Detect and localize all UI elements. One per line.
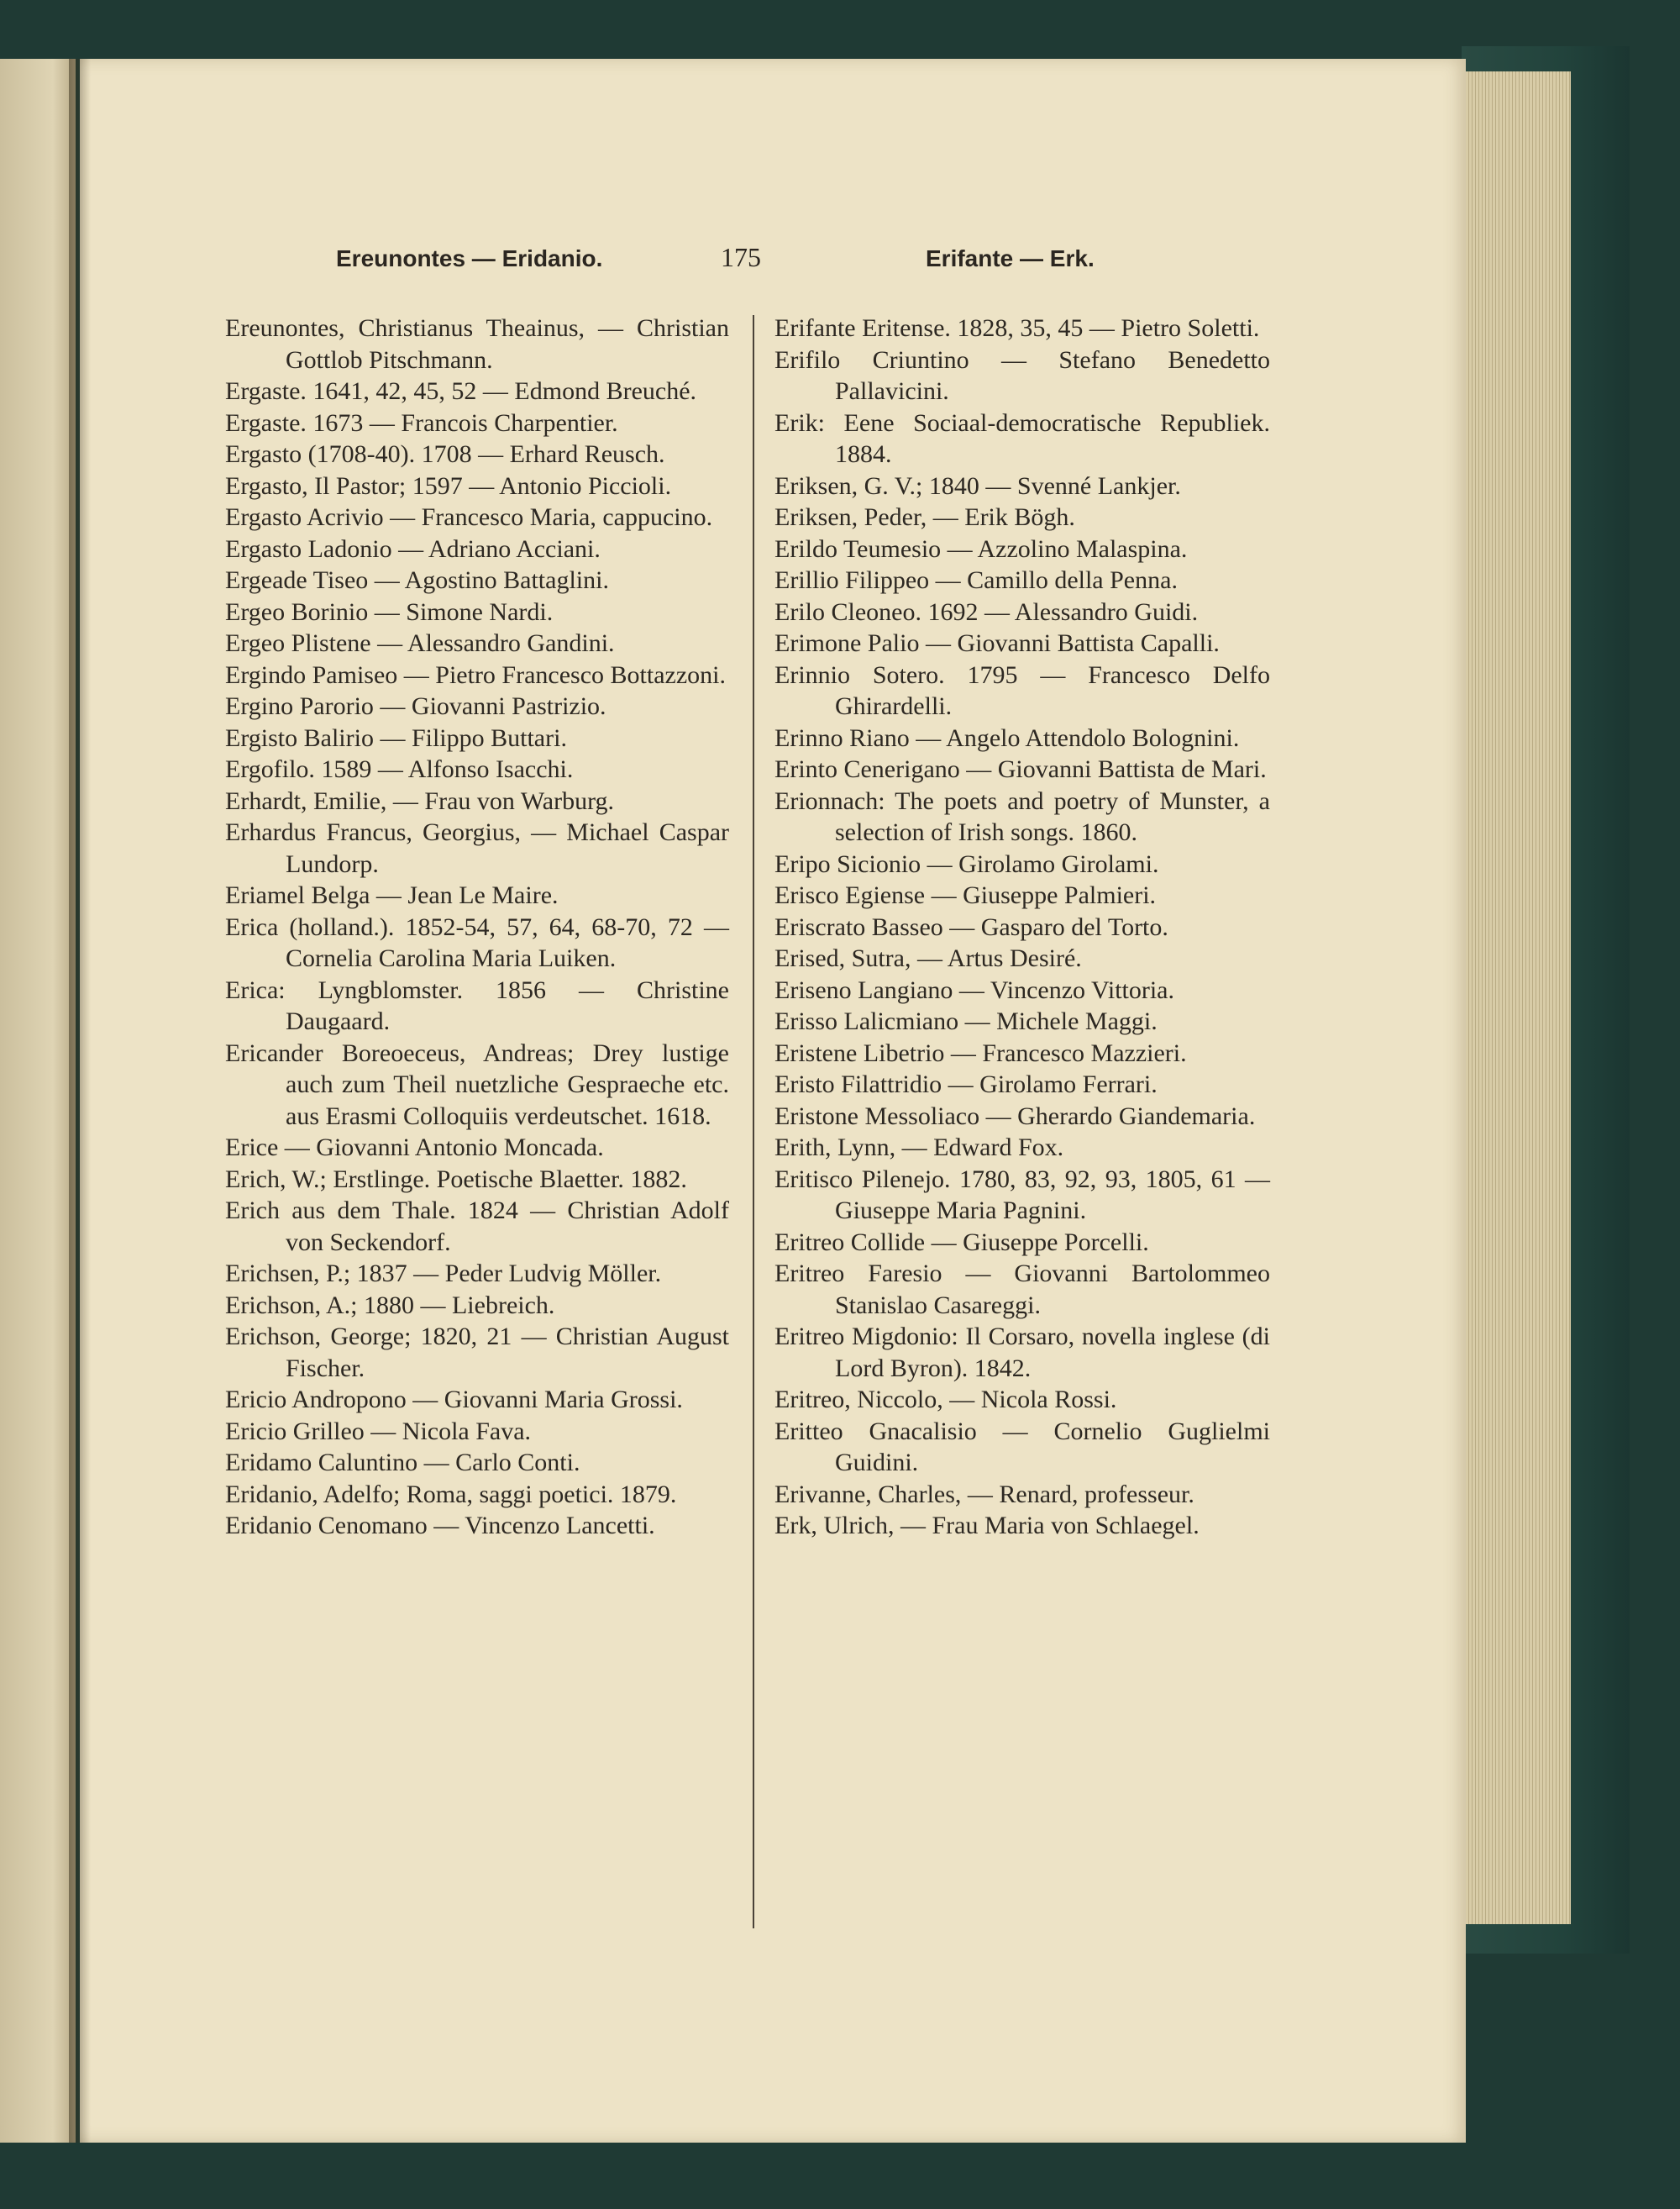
list-item: Ergasto (1708-40). 1708 — Erhard Reusch. [225, 440, 665, 468]
left-column [225, 313, 729, 1542]
list-item: Ergeade Tiseo — Agostino Battaglini. [225, 566, 609, 594]
list-item: Eriksen, Peder, — Erik Bögh. [774, 503, 1075, 531]
page-stack-edges [1466, 71, 1571, 1924]
list-item: Eritreo Collide — Giuseppe Porcelli. [774, 1228, 1149, 1256]
list-item: Erice — Giovanni Antonio Moncada. [225, 1133, 604, 1161]
list-item: Eritreo Faresio — Giovanni Bartolommeo Stanislao Casareggi. [774, 1260, 1270, 1319]
list-item: Eristo Filattridio — Girolamo Ferrari. [774, 1070, 1158, 1098]
list-item: Erillio Filippeo — Camillo della Penna. [774, 566, 1178, 594]
list-item: Eripo Sicionio — Girolamo Girolami. [774, 849, 1159, 878]
column-divider [753, 315, 754, 1928]
list-item: Erhardt, Emilie, — Frau von Warburg. [225, 786, 615, 815]
list-item: Erhardus Francus, Georgius, — Michael Caspar Lundorp. [225, 818, 729, 878]
list-item: Ergeo Plistene — Alessandro Gandini. [225, 629, 615, 657]
list-item: Ergino Parorio — Giovanni Pastrizio. [225, 692, 606, 720]
list-item: Ergisto Balirio — Filippo Buttari. [225, 723, 567, 752]
list-item: Erk, Ulrich, — Frau Maria von Schlaegel. [774, 1512, 1200, 1539]
list-item: Ericio Andropono — Giovanni Maria Grossi. [225, 1386, 683, 1413]
list-item: Erinto Cenerigano — Giovanni Battista de Mari. [774, 755, 1267, 783]
spine-shadow [69, 59, 91, 2143]
list-item: Ergaste. 1641, 42, 45, 52 — Edmond Breuché. [225, 377, 697, 405]
list-item: Erich aus dem Thale. 1824 — Christian Adolf von Seckendorf. [225, 1197, 729, 1256]
list-item: Erionnach: The poets and poetry of Munster, a selection of Irish songs. 1860. [774, 786, 1270, 846]
list-item: Erivanne, Charles, — Renard, professeur. [774, 1480, 1194, 1508]
list-item: Eristone Messoliaco — Gherardo Giandemaria. [774, 1102, 1256, 1130]
list-item: Erisso Lalicmiano — Michele Maggi. [774, 1007, 1158, 1035]
facing-page-edge [0, 59, 76, 2143]
list-item: Eristene Libetrio — Francesco Mazzieri. [774, 1039, 1187, 1067]
list-item: Erinnio Sotero. 1795 — Francesco Delfo Ghirardelli. [774, 660, 1270, 720]
list-item: Eriscrato Basseo — Gasparo del Torto. [774, 913, 1168, 941]
list-item: Erik: Eene Sociaal-democratische Republiek. 1884. [774, 408, 1270, 468]
list-item: Erith, Lynn, — Edward Fox. [774, 1133, 1064, 1161]
list-item: Eriamel Belga — Jean Le Maire. [225, 881, 559, 909]
list-item: Erifilo Criuntino — Stefano Benedetto Pallavicini. [774, 345, 1270, 405]
list-item: Eridamo Caluntino — Carlo Conti. [225, 1449, 580, 1476]
list-item: Ericio Grilleo — Nicola Fava. [225, 1417, 532, 1445]
list-item: Ergasto Acrivio — Francesco Maria, cappucino. [225, 503, 713, 531]
list-item: Ericander Boreoeceus, Andreas; Drey lustige auch zum Theil nuetzliche Gespraeche etc. aus Erasmi Colloquiis verdeutschet. 1618. [225, 1039, 729, 1130]
list-item: Eritreo Migdonio: Il Corsaro, novella inglese (di Lord Byron). 1842. [774, 1323, 1270, 1382]
list-item: Erichson, A.; 1880 — Liebreich. [225, 1291, 555, 1319]
list-item: Eridanio, Adelfo; Roma, saggi poetici. 1879. [225, 1480, 677, 1508]
list-item: Eridanio Cenomano — Vincenzo Lancetti. [225, 1512, 655, 1539]
list-item: Erildo Teumesio — Azzolino Malaspina. [774, 534, 1188, 563]
list-item: Erimone Palio — Giovanni Battista Capalli. [774, 629, 1220, 657]
list-item: Ergasto, Il Pastor; 1597 — Antonio Piccioli. [225, 471, 672, 500]
list-item: Erifante Eritense. 1828, 35, 45 — Pietro Soletti. [774, 314, 1260, 342]
list-item: Ergindo Pamiseo — Pietro Francesco Bottazzoni. [225, 660, 727, 689]
list-item: Erisco Egiense — Giuseppe Palmieri. [774, 881, 1157, 909]
list-item: Eritisco Pilenejo. 1780, 83, 92, 93, 1805, 61 — Giuseppe Maria Pagnini. [774, 1165, 1270, 1224]
list-item: Eriseno Langiano — Vincenzo Vittoria. [774, 976, 1175, 1004]
right-column [774, 313, 1270, 1542]
list-item: Eriksen, G. V.; 1840 — Svenné Lankjer. [774, 471, 1181, 500]
list-item: Eritteo Gnacalisio — Cornelio Guglielmi Guidini. [774, 1417, 1270, 1476]
running-head-left: Ereunontes — Eridanio. [336, 245, 603, 271]
list-item: Ergeo Borinio — Simone Nardi. [225, 597, 554, 626]
list-item: Eritreo, Niccolo, — Nicola Rossi. [774, 1386, 1117, 1413]
list-item: Ereunontes, Christianus Theainus, — Christian Gottlob Pitschmann. [225, 314, 729, 374]
list-item: Erica (holland.). 1852-54, 57, 64, 68-70, 72 — Cornelia Carolina Maria Luiken. [225, 913, 729, 972]
list-item: Ergaste. 1673 — Francois Charpentier. [225, 408, 618, 437]
running-head-right: Erifante — Erk. [926, 245, 1095, 271]
list-item: Erica: Lyngblomster. 1856 — Christine Daugaard. [225, 976, 729, 1035]
list-item: Erich, W.; Erstlinge. Poetische Blaetter. 1882. [225, 1165, 687, 1193]
list-item: Ergofilo. 1589 — Alfonso Isacchi. [225, 755, 574, 783]
list-item: Erilo Cleoneo. 1692 — Alessandro Guidi. [774, 597, 1199, 626]
list-item: Erised, Sutra, — Artus Desiré. [774, 944, 1082, 972]
page-number: 175 [721, 242, 761, 272]
list-item: Ergasto Ladonio — Adriano Acciani. [225, 534, 601, 563]
list-item: Erichsen, P.; 1837 — Peder Ludvig Möller. [225, 1260, 662, 1287]
list-item: Erinno Riano — Angelo Attendolo Bolognini. [774, 723, 1240, 752]
list-item: Erichson, George; 1820, 21 — Christian August Fischer. [225, 1323, 729, 1382]
